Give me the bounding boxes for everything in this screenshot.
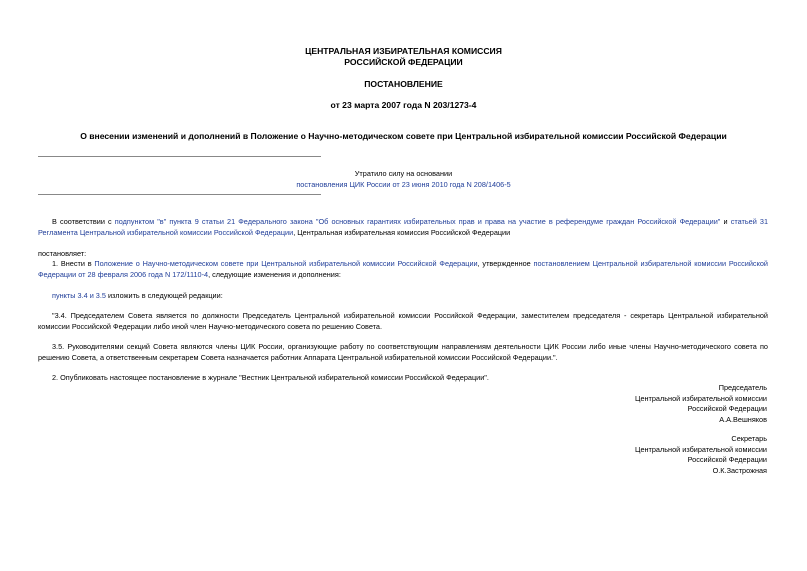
document-date-number: от 23 марта 2007 года N 203/1273-4 bbox=[330, 100, 477, 110]
signature-secretary-position: Секретарь bbox=[731, 434, 767, 443]
signature-chairman-name: А.А.Вешняков bbox=[719, 414, 767, 424]
signature-secretary-name: О.К.Застрожная bbox=[712, 465, 767, 475]
repeal-notice-text: Утратило силу на основании bbox=[354, 169, 453, 178]
signature-chairman-position: Председатель bbox=[718, 383, 767, 392]
signature-secretary-org: Центральной избирательной комиссии bbox=[635, 444, 767, 454]
repeal-notice bbox=[0, 169, 807, 190]
divider-bottom bbox=[38, 194, 321, 195]
divider-top bbox=[38, 156, 321, 157]
org-name-line1: ЦЕНТРАЛЬНАЯ ИЗБИРАТЕЛЬНАЯ КОМИССИЯ bbox=[305, 46, 502, 56]
item-2-paragraph: 2. Опубликовать настоящее постановление в журнале "Вестник Центральной избирательной комиссии Российской Федерации". bbox=[52, 373, 489, 382]
regulation-link[interactable]: статьей 31 Регламента Центральной избирательной комиссии Российской Федерации bbox=[38, 217, 768, 237]
resolves-text: постановляет: bbox=[38, 249, 87, 258]
signature-chairman bbox=[467, 383, 767, 425]
preamble-paragraph: В соответствии с подпунктом "в" пункта 9 статьи 21 Федерального закона "Об основных гарантиях избирательных прав и права на участие в референдуме граждан Российской Федерации" и статьей 31 Регламента Центральной избирательной комиссии Российской Федерации, Центральная избирательная комиссия Российской Федерации bbox=[38, 217, 768, 237]
resolution-link[interactable]: постановлением Центральной избирательной комиссии Российской Федерации от 28 февраля 2006 года N 172/1110-4 bbox=[38, 259, 768, 279]
statute-link[interactable]: Положение о Научно-методическом совете при Центральной избирательной комиссии Российской Федерации bbox=[94, 259, 478, 268]
item-1-paragraph: 1. Внести в Положение о Научно-методическом совете при Центральной избирательной комиссии Российской Федерации, утвержденное постановлением Центральной избирательной комиссии Российской Федерации от 28 февраля 2006 года N 172/1110-4, следующие изменения и дополнения: bbox=[38, 259, 768, 279]
repeal-notice-link[interactable]: постановления ЦИК России от 23 июня 2010 года N 208/1406-5 bbox=[296, 179, 511, 189]
point-3-5-paragraph: 3.5. Руководителями секций Совета являются члены ЦИК России, организующие работу по соответствующим направлениям деятельности ЦИК России либо иные члены Научно-методического совета по решению Совета, а ответственным секретарем Совета назначается работник Аппарата Центральной избирательной комиссии Российской Федерации.". bbox=[38, 342, 768, 362]
signature-secretary-country: Российской Федерации bbox=[687, 455, 767, 464]
signature-chairman-country: Российской Федерации bbox=[687, 404, 767, 413]
points-link[interactable]: пункты 3.4 и 3.5 bbox=[52, 291, 106, 300]
point-3-4-paragraph: "3.4. Председателем Совета является по должности Председатель Центральной избирательной комиссии Российской Федерации, заместителем председателя - секретарь Центральной избирательной комиссии Российской Федерации либо иной член Научно-методического совета по решению Совета. bbox=[38, 311, 768, 331]
law-link[interactable]: подпунктом "в" пункта 9 статьи 21 Федерального закона "Об основных гарантиях избирательных прав и права на участие в референдуме граждан Российской Федерации" bbox=[114, 217, 721, 226]
org-name-line2: РОССИЙСКОЙ ФЕДЕРАЦИИ bbox=[344, 57, 463, 67]
signature-chairman-org: Центральной избирательной комиссии bbox=[635, 393, 767, 403]
document-type: ПОСТАНОВЛЕНИЕ bbox=[364, 79, 443, 89]
points-paragraph: пункты 3.4 и 3.5 изложить в следующей редакции: bbox=[52, 291, 223, 300]
document-title: О внесении изменений и дополнений в Положение о Научно-методическом совете при Центральной избирательной комиссии Российской Федерации bbox=[80, 131, 727, 141]
signature-secretary bbox=[467, 434, 767, 476]
